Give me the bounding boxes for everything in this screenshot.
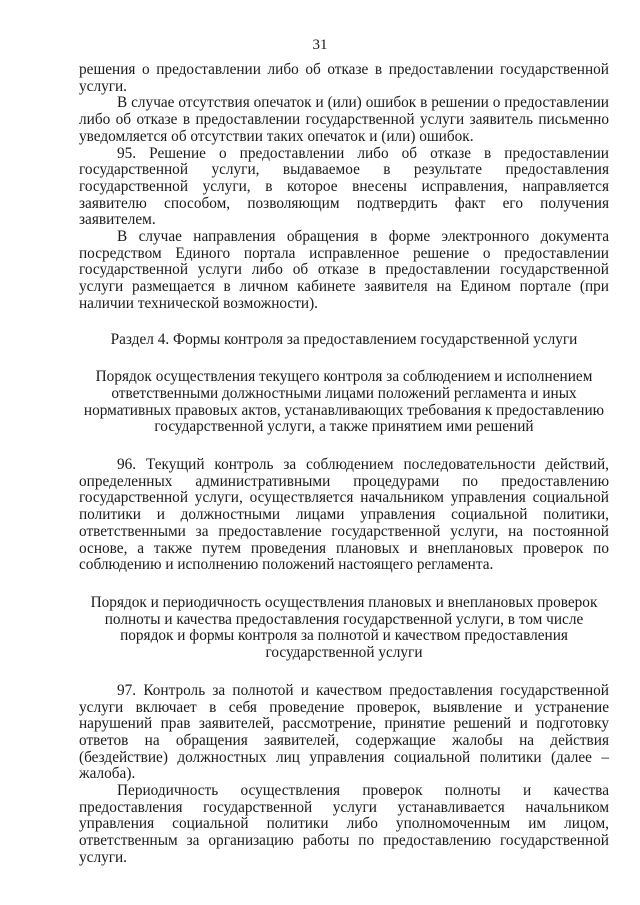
current-control-subheading: Порядок осуществления текущего контроля за соблюдением и исполнением ответственными должностными лицами положений регламента и иных нормативных правовых актов, устанавливающих требования к предоставлению государственной услуги, а также принятием ими решений	[83, 368, 605, 436]
page-number: 31	[312, 37, 328, 53]
section-4-heading: Раздел 4. Формы контроля за предоставлением государственной услуги	[110, 330, 578, 348]
paragraph-96: 96. Текущий контроль за соблюдением последовательности действий, определенных административными процедурами по предоставлению государственной услуги, осуществляется начальником управления социальной политики и должностными лицами управления социальной политики, ответственными за предоставление государственной услуги, на постоянной основе, а также путем проведения плановых и внеплановых проверок по соблюдению и исполнению положений настоящего регламента.	[79, 456, 609, 574]
paragraph-electronic-request: В случае направления обращения в форме электронного документа посредством Единого портала исправленное решение о предоставлении государственной услуги либо об отказе в предоставлении государственной услуги размещается в личном кабинете заявителя на Едином портале (при наличии технической возможности).	[79, 228, 609, 312]
paragraph-95: 95. Решение о предоставлении либо об отказе в предоставлении государственной услуги, выдаваемое в результате предоставления государственной услуги, в которое внесены исправления, направляется заявителю способом, позволяющим подтвердить факт его получения заявителем.	[79, 144, 609, 229]
paragraph-continuation: решения о предоставлении либо об отказе в предоставлении государственной услуги.	[79, 61, 609, 95]
document-body	[79, 62, 609, 867]
paragraph-97: 97. Контроль за полнотой и качеством предоставления государственной услуги включает в себя проведение проверок, выявление и устранение нарушений прав заявителей, рассмотрение, принятие решений и подготовку ответов на обращения заявителей, содержащие жалобы на действия (бездействие) должностных лиц управления социальной политики (далее – жалоба).	[79, 681, 609, 783]
paragraph-periodicity: Периодичность осуществления проверок полноты и качества предоставления государственной услуги устанавливается начальником управления социальной политики либо уполномоченным им лицом, ответственным за организацию работы по предоставлению государственной услуги.	[79, 782, 609, 866]
paragraph-no-errors: В случае отсутствия опечаток и (или) ошибок в решении о предоставлении либо об отказе в предоставлении государственной услуги заявитель письменно уведомляется об отсутствии таких опечаток и (или) ошибок.	[79, 94, 609, 145]
inspections-subheading: Порядок и периодичность осуществления плановых и внеплановых проверок полноты и качества предоставления государственной услуги, в том числе порядок и формы контроля за полнотой и качеством предоставления государственной услуги	[90, 593, 598, 662]
